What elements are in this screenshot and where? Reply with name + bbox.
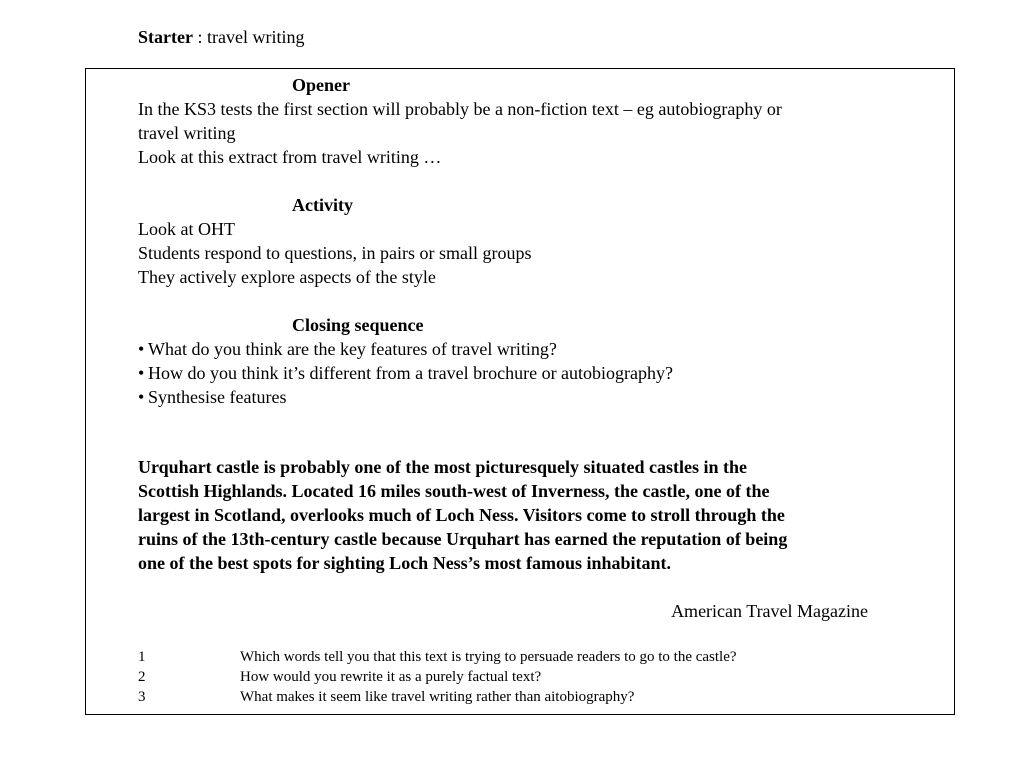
extract-line-5: one of the best spots for sighting Loch Ness’s most famous inhabitant. bbox=[138, 553, 672, 573]
closing-item-text: Synthesise features bbox=[148, 387, 287, 407]
question-1 bbox=[138, 647, 737, 667]
closing-item-2 bbox=[138, 361, 673, 385]
extract-line-3: largest in Scotland, overlooks much of Loch Ness. Visitors come to stroll through the bbox=[138, 505, 785, 525]
activity-heading: Activity bbox=[292, 195, 353, 215]
question-number: 3 bbox=[138, 689, 146, 705]
question-2 bbox=[138, 667, 541, 687]
starter-separator: : bbox=[192, 27, 207, 47]
question-number: 2 bbox=[138, 669, 146, 685]
question-number: 1 bbox=[138, 649, 146, 665]
activity-line-3: They actively explore aspects of the style bbox=[138, 267, 436, 287]
activity-line-2: Students respond to questions, in pairs or small groups bbox=[138, 243, 532, 263]
bullet-icon: • bbox=[138, 339, 145, 359]
question-text: What makes it seem like travel writing rather than aitobiography? bbox=[240, 689, 635, 705]
closing-heading: Closing sequence bbox=[292, 315, 424, 335]
starter-label: Starter bbox=[138, 27, 193, 47]
closing-item-1 bbox=[138, 337, 557, 361]
opener-line-2: travel writing bbox=[138, 123, 236, 143]
opener-heading: Opener bbox=[292, 75, 350, 95]
question-text: Which words tell you that this text is trying to persuade readers to go to the castle? bbox=[240, 649, 737, 665]
activity-line-1: Look at OHT bbox=[138, 219, 235, 239]
starter-topic: travel writing bbox=[206, 27, 305, 47]
extract-line-1: Urquhart castle is probably one of the most picturesquely situated castles in the bbox=[138, 457, 748, 477]
page-title bbox=[138, 25, 304, 49]
extract-source: American Travel Magazine bbox=[671, 601, 868, 621]
closing-item-text: What do you think are the key features of travel writing? bbox=[148, 339, 557, 359]
opener-line-1: In the KS3 tests the first section will probably be a non-fiction text – eg autobiography or bbox=[138, 99, 782, 119]
question-3 bbox=[138, 687, 634, 707]
closing-item-3 bbox=[138, 385, 286, 409]
bullet-icon: • bbox=[138, 387, 145, 407]
opener-line-3: Look at this extract from travel writing … bbox=[138, 147, 442, 167]
bullet-icon: • bbox=[138, 363, 145, 383]
travel-extract bbox=[138, 455, 878, 575]
extract-line-2: Scottish Highlands. Located 16 miles south-west of Inverness, the castle, one of the bbox=[138, 481, 770, 501]
closing-item-text: How do you think it’s different from a travel brochure or autobiography? bbox=[148, 363, 674, 383]
extract-line-4: ruins of the 13th-century castle because Urquhart has earned the reputation of being bbox=[138, 529, 788, 549]
question-text: How would you rewrite it as a purely factual text? bbox=[240, 669, 542, 685]
